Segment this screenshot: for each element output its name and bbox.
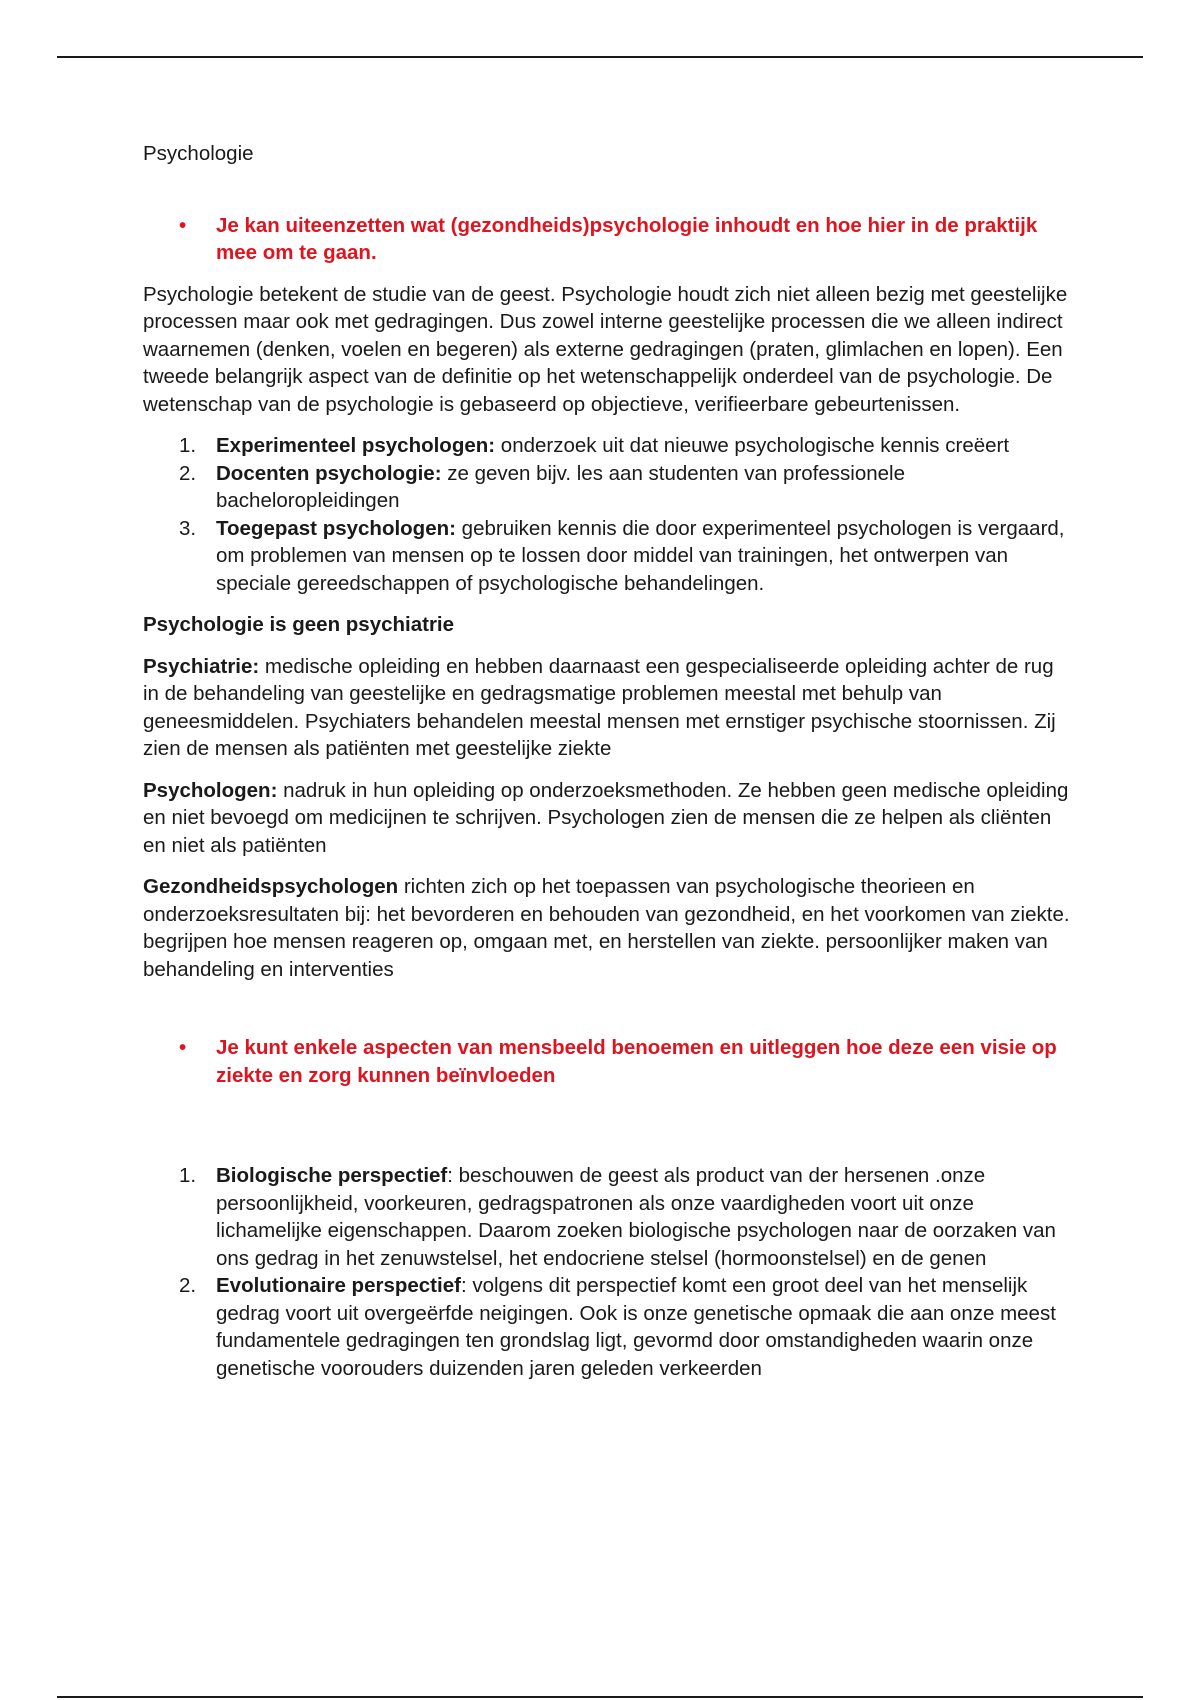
term-label: Gezondheidspsychologen bbox=[143, 875, 399, 898]
list-text: : volgens dit perspectief komt een groot deel van het menselijk gedrag voort uit overgeërfde neigingen. Ook is onze genetische opmaak die aan onze meest fundamentele gedragingen ten grondslag ligt, gevormd door omstandigheden waarin onze genetische voorouders duizenden jaren geleden verkeerden bbox=[216, 1274, 1056, 1380]
learning-objective-1 bbox=[143, 212, 1073, 267]
list-item bbox=[143, 515, 1073, 598]
page-title: Psychologie bbox=[143, 142, 254, 165]
gezondheidspsychologen-paragraph bbox=[143, 873, 1073, 983]
bullet-icon: • bbox=[179, 1036, 187, 1059]
list-term: Docenten psychologie: bbox=[216, 461, 442, 485]
learning-objective-2 bbox=[143, 1034, 1073, 1089]
list-item bbox=[143, 460, 1073, 515]
list-text: ze geven bijv. les aan studenten van professionele bacheloropleidingen bbox=[216, 461, 905, 512]
list-number: 2. bbox=[179, 461, 197, 485]
list-number: 2. bbox=[179, 1274, 197, 1297]
list-text: onderzoek uit dat nieuwe psychologische kennis creëert bbox=[495, 434, 1010, 457]
bullet-icon: • bbox=[179, 213, 187, 237]
list-item bbox=[143, 1162, 1073, 1272]
list-item bbox=[143, 1272, 1073, 1382]
term-text: richten zich op het toepassen van psychologische theorieen en onderzoeksresultaten bij: het bevorderen en behouden van gezondheid, en het voorkomen van ziekte. begrijpen hoe mensen reageren op, omgaan met, en herstellen van ziekte. persoonlijker maken van behandeling en interventies bbox=[143, 875, 1070, 981]
objective-text: Je kan uiteenzetten wat (gezondheids)psychologie inhoudt en hoe hier in de praktijk mee om te gaan. bbox=[216, 213, 1038, 264]
perspectives-list bbox=[143, 1162, 1073, 1382]
document-body bbox=[143, 140, 1073, 1396]
term-text: medische opleiding en hebben daarnaast een gespecialiseerde opleiding achter de rug in de behandeling van geestelijke en gedragsmatige problemen meestal met behulp van geneesmiddelen. Psychiaters behandelen meestal mensen met ernstiger psychische stoornissen. Zij zien de mensen als patiënten met geestelijke ziekte bbox=[143, 654, 1056, 760]
term-label: Psychiatrie: bbox=[143, 654, 260, 678]
list-number: 3. bbox=[179, 516, 197, 540]
psychologist-types-list bbox=[143, 432, 1073, 597]
psychologen-paragraph bbox=[143, 777, 1073, 860]
term-text: nadruk in hun opleiding op onderzoeksmethoden. Ze hebben geen medische opleiding en niet bevoegd om medicijnen te schrijven. Psychologen zien de mensen die ze helpen als cliënten en niet als patiënten bbox=[143, 778, 1069, 857]
section-heading: Psychologie is geen psychiatrie bbox=[143, 613, 455, 636]
list-term: Toegepast psychologen: bbox=[216, 516, 456, 540]
page-bottom-rule bbox=[57, 1696, 1143, 1698]
intro-paragraph: Psychologie betekent de studie van de geest. Psychologie houdt zich niet alleen bezig met geestelijke processen maar ook met gedragingen. Dus zowel interne geestelijke processen die we alleen indirect waarnemen (denken, voelen en begeren) als externe gedragingen (praten, glimlachen en lopen). Een tweede belangrijk aspect van de definitie op het wetenschappelijk onderdeel van de psychologie. De wetenschap van de psychologie is gebaseerd op objectieve, verifieerbare gebeurtenissen. bbox=[143, 282, 1068, 416]
term-label: Psychologen: bbox=[143, 778, 278, 802]
list-term: Experimenteel psychologen: bbox=[216, 434, 496, 457]
list-text: : beschouwen de geest als product van der hersenen .onze persoonlijkheid, voorkeuren, gedragspatronen als onze vaardigheden voort uit onze lichamelijke eigenschappen. Daarom zoeken biologische psychologen naar de oorzaken van ons gedrag in het zenuwstelsel, het endocriene stelsel (hormoonstelsel) en de genen bbox=[216, 1164, 1056, 1270]
page-top-rule bbox=[57, 56, 1143, 58]
psychiatrie-paragraph bbox=[143, 653, 1073, 763]
list-text: gebruiken kennis die door experimenteel psychologen is vergaard, om problemen van mensen op te lossen door middel van trainingen, het ontwerpen van speciale gereedschappen of psychologische behandelingen. bbox=[216, 516, 1065, 595]
objective-text: Je kunt enkele aspecten van mensbeeld benoemen en uitleggen hoe deze een visie op ziekte en zorg kunnen beïnvloeden bbox=[216, 1036, 1057, 1087]
list-term: Evolutionaire perspectief bbox=[216, 1274, 461, 1297]
list-term: Biologische perspectief bbox=[216, 1164, 448, 1187]
list-number: 1. bbox=[179, 1164, 197, 1187]
list-number: 1. bbox=[179, 434, 197, 457]
list-item bbox=[143, 432, 1073, 460]
